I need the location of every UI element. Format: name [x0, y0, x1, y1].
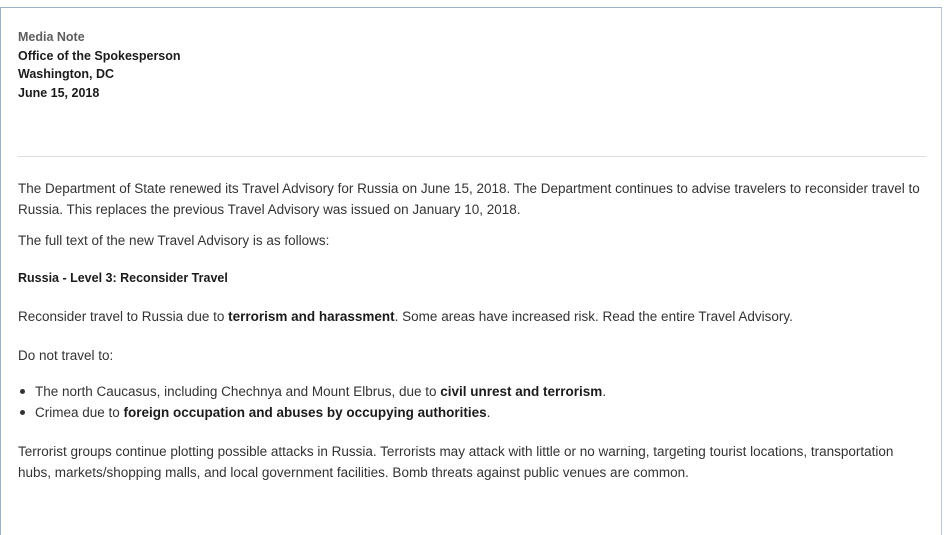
media-note-header	[18, 28, 181, 102]
reconsider-text-after: . Some areas have increased risk. Read the entire Travel Advisory.	[394, 309, 793, 324]
do-not-travel-list	[18, 381, 930, 423]
note-type-label: Media Note	[18, 30, 85, 44]
full-text-intro: The full text of the new Travel Advisory is as follows:	[18, 233, 330, 248]
location: Washington, DC	[18, 67, 115, 81]
do-not-travel-heading: Do not travel to:	[18, 348, 114, 363]
area-text-end: .	[486, 405, 491, 420]
area-reason: foreign occupation and abuses by occupying authorities	[123, 405, 487, 420]
release-date: June 15, 2018	[18, 85, 100, 100]
intro-paragraph: The Department of State renewed its Travel Advisory for Russia on June 15, 2018. The Department continues to advise travelers to reconsider travel to Russia. This replaces the previous Travel Advisory was issued on January 10, 2018.	[18, 181, 920, 217]
area-text-end: .	[602, 384, 607, 399]
reconsider-reason: terrorism and harassment	[228, 309, 395, 324]
list-item	[32, 402, 930, 423]
advisory-title: Russia - Level 3: Reconsider Travel	[18, 271, 228, 285]
terrorism-paragraph: Terrorist groups continue plotting possible attacks in Russia. Terrorists may attack with little or no warning, targeting tourist locations, transportation hubs, markets/shopping malls, and local government facilities. Bomb threats against public venues are common.	[18, 444, 894, 480]
reconsider-text-before: Reconsider travel to Russia due to	[18, 309, 229, 324]
area-text: Crimea due to	[35, 405, 124, 420]
article-body	[18, 178, 930, 483]
header-divider	[18, 156, 926, 157]
list-item	[32, 381, 930, 402]
area-reason: civil unrest and terrorism	[440, 384, 603, 399]
office-name: Office of the Spokesperson	[18, 48, 181, 63]
reconsider-paragraph	[18, 306, 930, 327]
area-text: The north Caucasus, including Chechnya and Mount Elbrus, due to	[35, 384, 441, 399]
